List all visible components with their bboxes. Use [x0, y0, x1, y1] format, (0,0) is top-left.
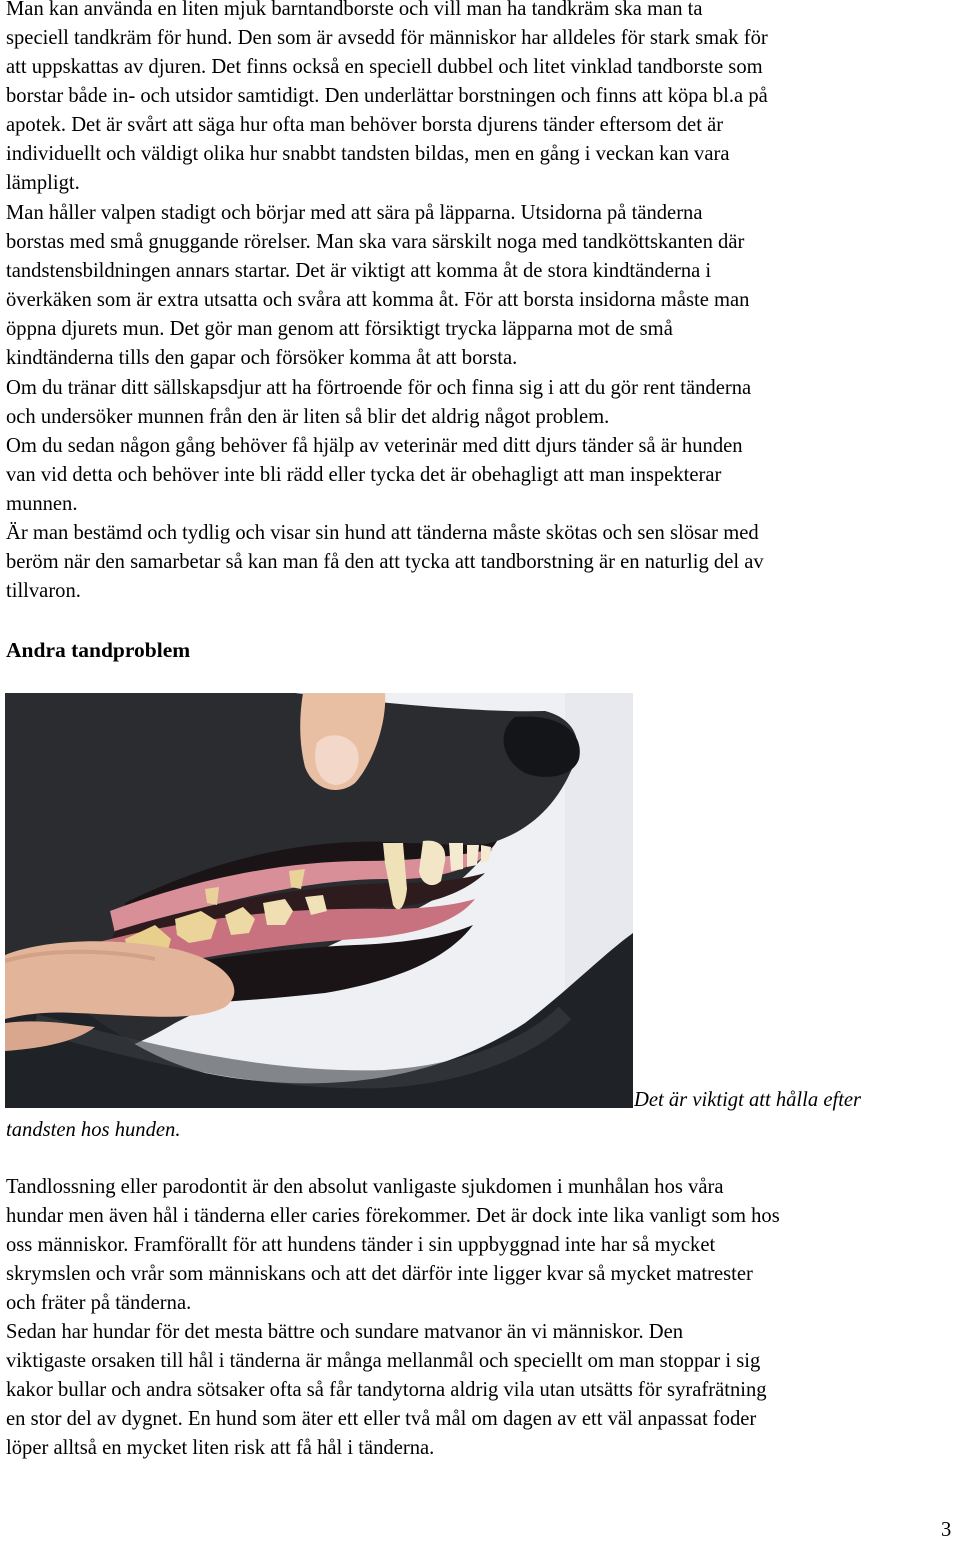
paragraph-veterinarian: Om du sedan någon gång behöver få hjälp av veterinär med ditt djurs tänder så är hunden van vid detta och behöver inte bli rädd eller tycka det är obehagligt att man inspekterar munnen.	[6, 435, 743, 515]
photo-caption-line-1: Det är viktigt att hålla efter	[634, 1089, 862, 1111]
paragraph-praise: Är man bestämd och tydlig och visar sin hund att tänderna måste skötas och sen slösar med beröm när den samarbetar så kan man få den att tycka att tandborstning är en naturlig del av tillvaron.	[6, 522, 764, 602]
section-heading: Andra tandproblem	[6, 638, 191, 662]
paragraph-training: Om du tränar ditt sällskapsdjur att ha förtroende för och finna sig i att du gör rent tänderna och undersöker munnen från den är liten så blir det aldrig något problem.	[6, 377, 752, 428]
paragraph-periodontitis: Tandlossning eller parodontit är den absolut vanligaste sjukdomen i munhålan hos våra hundar men även hål i tänderna eller caries förekommer. Det är dock inte lika vanligt som hos oss människor. Framförallt för att hundens tänder i sin uppbyggnad inte har så mycket skrymslen och vrår som människans och att det därför inte ligger kvar så mycket matrester och fräter på tänderna.	[6, 1176, 780, 1314]
dog-teeth-photo	[5, 693, 633, 1108]
page-number: 3	[941, 1519, 952, 1541]
paragraph-eating-habits: Sedan har hundar för det mesta bättre och sundare matvanor än vi människor. Den viktigaste orsaken till hål i tänderna är många mellanmål och speciellt om man stoppar i sig kakor bullar och andra sötsaker ofta så får tandytorna aldrig vila utan utsätts för syrafrätning en stor del av dygnet. En hund som äter ett eller två mål om dagen av ett väl anpassat foder löper alltså en mycket liten risk att få hål i tänderna.	[6, 1321, 767, 1459]
paragraph-toothbrush: Man kan använda en liten mjuk barntandborste och vill man ha tandkräm ska man ta speciell tandkräm för hund. Den som är avsedd för människor har alldeles för stark smak för att uppskattas av djuren. Det finns också en speciell dubbel och litet vinklad tandborste som borstar både in- och utsidor samtidigt. Den underlättar borstningen och finns att köpa bl.a på apotek. Det är svårt att säga hur ofta man behöver borsta djurens tänder eftersom det är individuellt och väldigt olika hur snabbt tandsten bildas, men en gång i veckan kan vara lämpligt.	[6, 0, 768, 194]
paragraph-brushing-technique: Man håller valpen stadigt och börjar med att sära på läpparna. Utsidorna på tänderna borstas med små gnuggande rörelser. Man ska vara särskilt noga med tandköttskanten där tandstensbildningen annars startar. Det är viktigt att komma åt de stora kindtänderna i överkäken som är extra utsatta och svåra att komma åt. För att borsta insidorna måste man öppna djurets mun. Det gör man genom att försiktigt trycka läpparna mot de små kindtänderna tills den gapar och försöker komma åt att borsta.	[6, 202, 750, 369]
photo-caption-line-2: tandsten hos hunden.	[6, 1119, 181, 1141]
